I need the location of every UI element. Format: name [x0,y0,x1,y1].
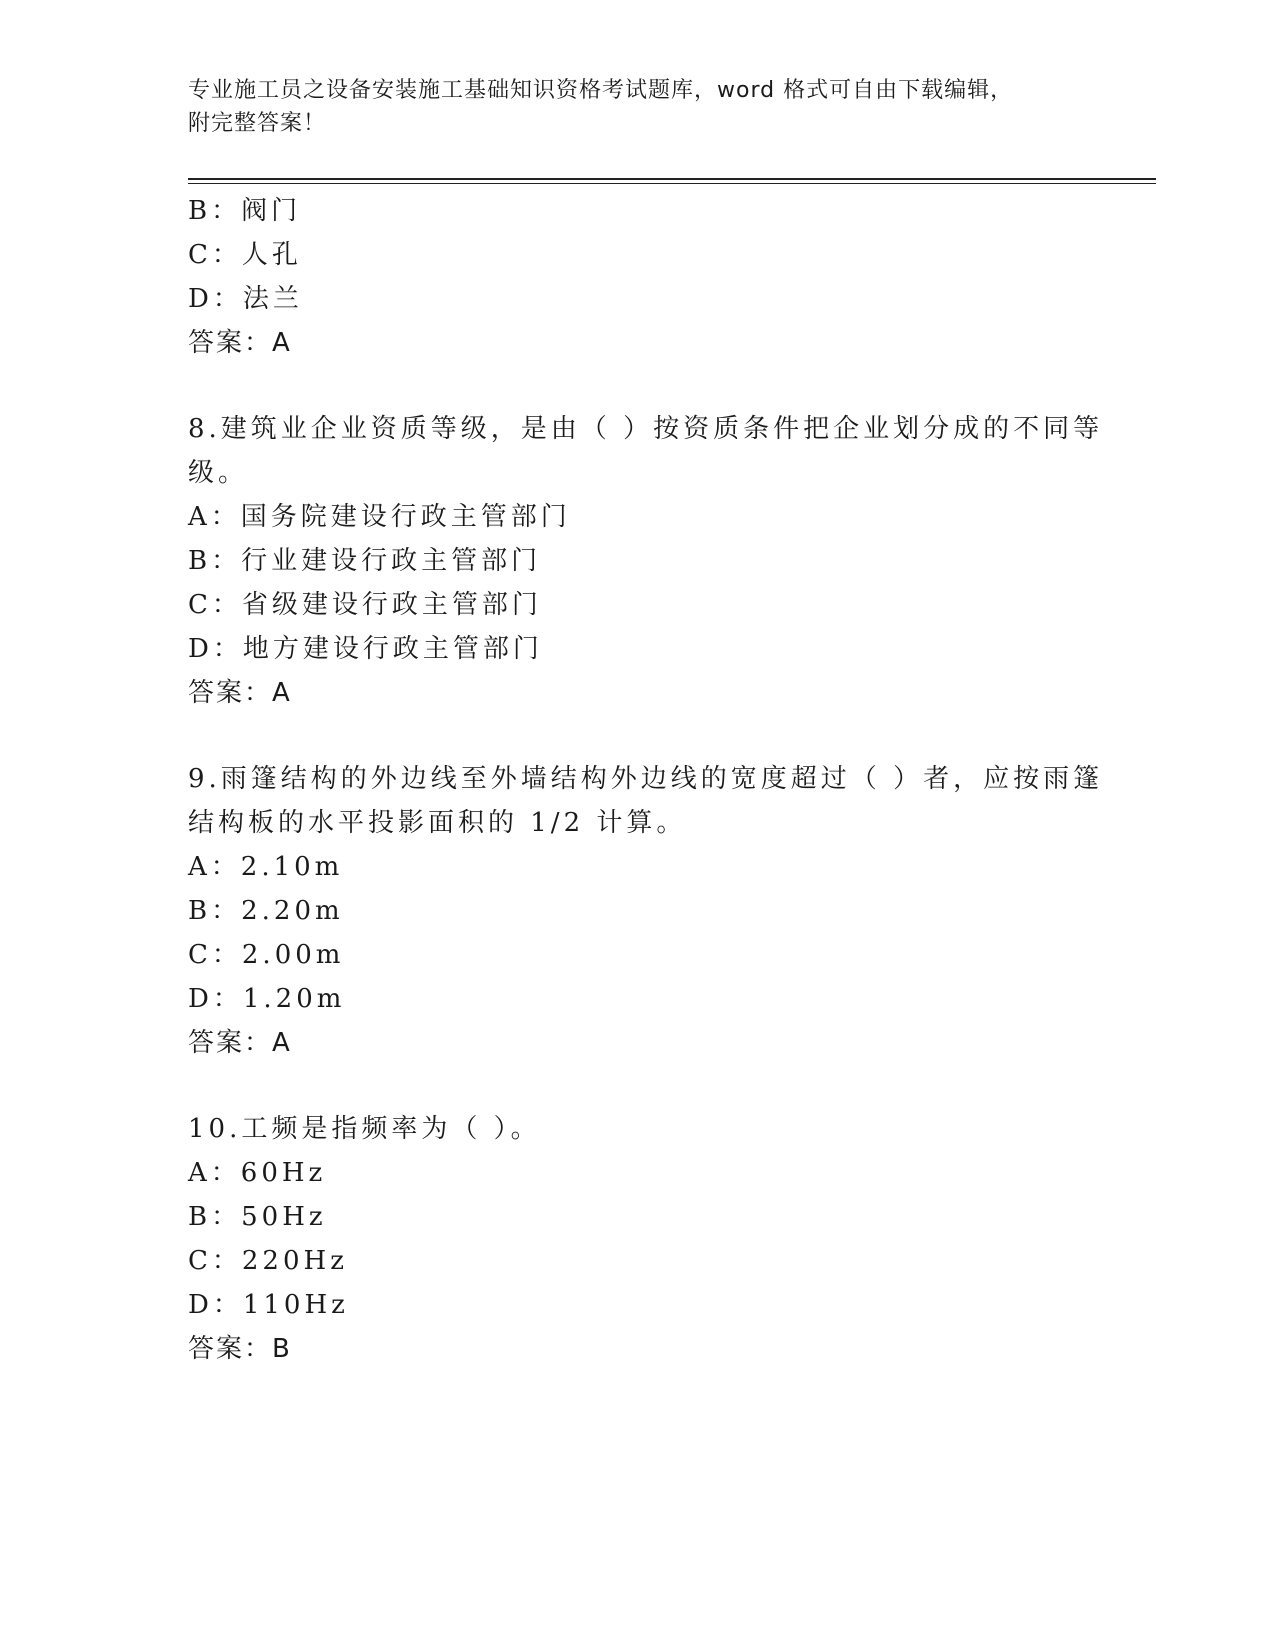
option-d: D：法兰 [188,284,303,314]
answer: 答案：B [188,1334,292,1364]
header-divider-thick [188,178,1156,180]
option-b: B：2.20m [188,896,344,926]
option-b: B：阀门 [188,196,302,226]
document-header [188,74,1068,140]
question-text: 8.建筑业企业资质等级，是由（ ）按资质条件把企业划分成的不同等 [188,414,1104,444]
option-b: B：50Hz [188,1202,327,1232]
header-line-1: 专业施工员之设备安装施工基础知识资格考试题库，word 格式可自由下载编辑， [188,78,1014,103]
answer: 答案：A [188,1028,292,1058]
option-a: A：国务院建设行政主管部门 [188,502,571,532]
answer: 答案：A [188,678,292,708]
option-c: C：220Hz [188,1246,348,1276]
option-b: B：行业建设行政主管部门 [188,546,542,576]
option-c: C：人孔 [188,240,302,270]
option-c: C：省级建设行政主管部门 [188,590,542,620]
option-d: D：1.20m [188,984,346,1014]
answer: 答案：A [188,328,292,358]
header-divider-thin [188,183,1156,184]
question-text-continued: 结构板的水平投影面积的 1/2 计算。 [188,808,687,838]
option-a: A：2.10m [188,852,344,882]
question-text: 10.工频是指频率为（ ）。 [188,1114,541,1144]
question-text: 9.雨篷结构的外边线至外墙结构外边线的宽度超过（ ）者，应按雨篷 [188,764,1104,794]
option-c: C：2.00m [188,940,345,970]
option-a: A：60Hz [188,1158,327,1188]
option-d: D：地方建设行政主管部门 [188,634,543,664]
header-line-2: 附完整答案！ [188,111,327,136]
question-text-continued: 级。 [188,458,249,488]
option-d: D：110Hz [188,1290,349,1320]
